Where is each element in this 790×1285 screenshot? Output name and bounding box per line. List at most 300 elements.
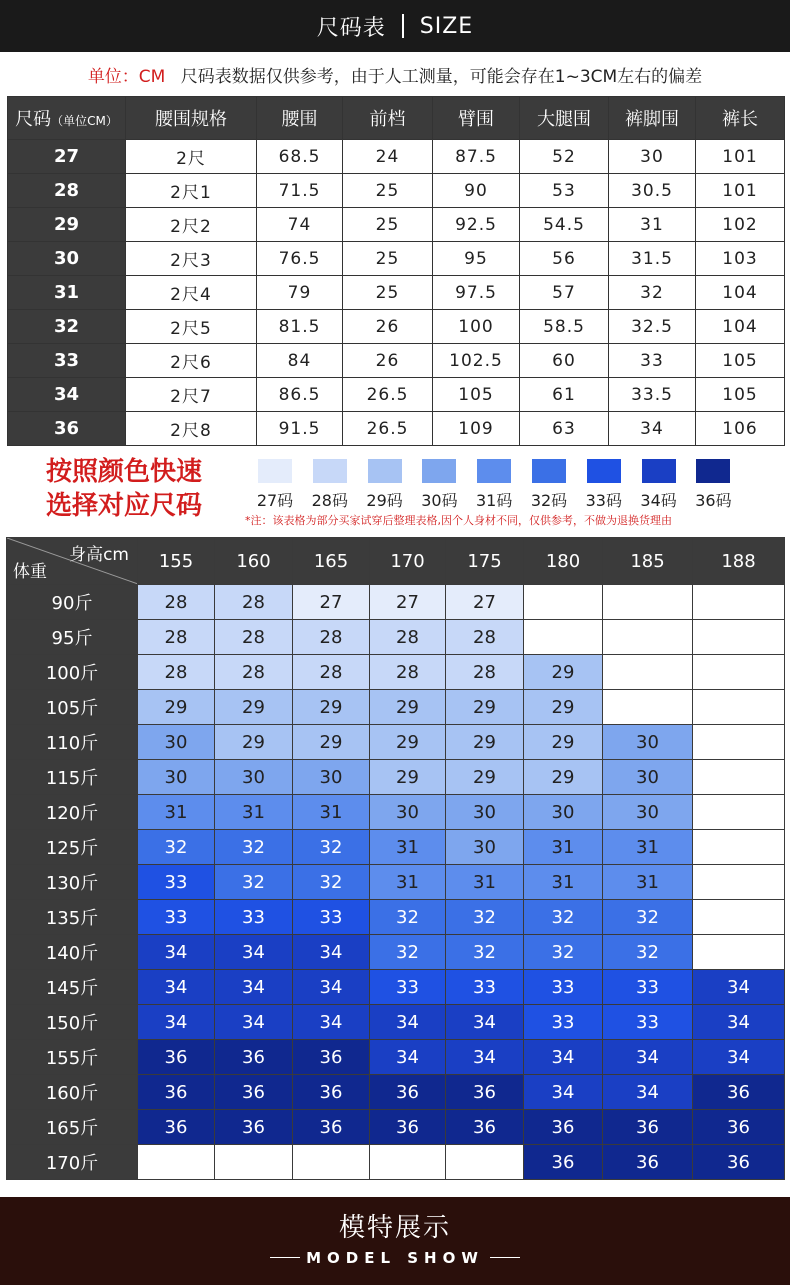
weight-label: 130斤 xyxy=(7,865,138,900)
size-recommendation-cell: 29 xyxy=(138,690,215,725)
size-cell: 105 xyxy=(696,344,785,378)
weight-row xyxy=(7,1075,785,1110)
weight-row xyxy=(7,935,785,970)
height-header: 175 xyxy=(446,538,524,585)
size-recommendation-cell: 36 xyxy=(215,1075,293,1110)
size-cell: 26 xyxy=(343,310,433,344)
empty-cell xyxy=(524,620,603,655)
size-cell: 105 xyxy=(696,378,785,412)
empty-cell xyxy=(693,830,785,865)
empty-cell xyxy=(693,655,785,690)
legend-title-line2: 选择对应尺码 xyxy=(46,491,203,521)
size-recommendation-cell: 28 xyxy=(446,655,524,690)
size-recommendation-cell: 28 xyxy=(293,655,370,690)
legend-swatch-34 xyxy=(642,459,676,483)
size-row-label: 28 xyxy=(8,174,126,208)
size-cell: 102 xyxy=(696,208,785,242)
size-cell: 71.5 xyxy=(257,174,343,208)
size-cell: 30 xyxy=(609,140,696,174)
size-recommendation-cell: 34 xyxy=(693,1040,785,1075)
weight-label: 155斤 xyxy=(7,1040,138,1075)
legend-swatch-31 xyxy=(477,459,511,483)
size-recommendation-cell: 30 xyxy=(603,760,693,795)
size-recommendation-cell: 30 xyxy=(446,795,524,830)
size-cell: 2尺6 xyxy=(126,344,257,378)
size-recommendation-cell: 36 xyxy=(524,1110,603,1145)
size-recommendation-cell: 34 xyxy=(370,1040,446,1075)
size-col-header xyxy=(257,97,343,140)
legend-label-31: 31码 xyxy=(476,491,513,510)
weight-row xyxy=(7,585,785,620)
size-cell: 2尺8 xyxy=(126,412,257,446)
size-cell: 33.5 xyxy=(609,378,696,412)
size-recommendation-cell: 34 xyxy=(215,935,293,970)
legend-label-36: 36码 xyxy=(695,491,732,510)
weight-row xyxy=(7,865,785,900)
weight-label: 160斤 xyxy=(7,1075,138,1110)
size-cell: 68.5 xyxy=(257,140,343,174)
size-col-header xyxy=(8,97,126,140)
size-recommendation-cell: 27 xyxy=(446,585,524,620)
weight-row xyxy=(7,725,785,760)
size-recommendation-cell: 28 xyxy=(215,620,293,655)
empty-cell xyxy=(215,1145,293,1180)
size-row-label: 32 xyxy=(8,310,126,344)
size-recommendation-cell: 36 xyxy=(215,1040,293,1075)
empty-cell xyxy=(693,795,785,830)
measure-disclaimer: 尺码表数据仅供参考，由于人工测量，可能会存在1~3CM左右的偏差 xyxy=(180,67,703,87)
size-recommendation-cell: 33 xyxy=(603,1005,693,1040)
title-separator xyxy=(402,14,404,38)
legend-label-28: 28码 xyxy=(311,491,348,510)
weight-label: 135斤 xyxy=(7,900,138,935)
empty-cell xyxy=(603,620,693,655)
size-recommendation-cell: 34 xyxy=(524,1040,603,1075)
size-cell: 103 xyxy=(696,242,785,276)
size-recommendation-cell: 31 xyxy=(138,795,215,830)
size-col-header-label: 裤长 xyxy=(722,109,758,130)
size-recommendation-cell: 32 xyxy=(603,900,693,935)
height-header: 155 xyxy=(138,538,215,585)
legend-label-32: 32码 xyxy=(530,491,568,510)
size-cell: 26 xyxy=(343,344,433,378)
size-row-label: 33 xyxy=(8,344,126,378)
size-recommendation-cell: 28 xyxy=(138,620,215,655)
size-recommendation-cell: 30 xyxy=(138,760,215,795)
legend-label-27: 27码 xyxy=(256,491,294,510)
size-recommendation-cell: 32 xyxy=(524,900,603,935)
size-cell: 92.5 xyxy=(433,208,520,242)
size-recommendation-cell: 36 xyxy=(370,1075,446,1110)
legend-label-33: 33码 xyxy=(585,491,622,510)
size-recommendation-cell: 32 xyxy=(215,830,293,865)
size-row-label: 29 xyxy=(8,208,126,242)
size-col-header-label: 尺码 xyxy=(15,109,52,130)
title-cn: 尺码表 xyxy=(316,15,386,41)
height-header: 180 xyxy=(524,538,603,585)
legend-swatch-29 xyxy=(368,459,402,483)
size-cell: 76.5 xyxy=(257,242,343,276)
size-recommendation-cell: 33 xyxy=(603,970,693,1005)
size-recommendation-cell: 31 xyxy=(215,795,293,830)
size-recommendation-cell: 33 xyxy=(138,865,215,900)
unit-note xyxy=(0,62,790,92)
size-recommendation-cell: 34 xyxy=(293,1005,370,1040)
size-cell: 74 xyxy=(257,208,343,242)
corner-weight-label: 体重 xyxy=(13,562,47,582)
size-cell: 30.5 xyxy=(609,174,696,208)
size-col-header-label: 大腿围 xyxy=(537,109,591,130)
size-cell: 32.5 xyxy=(609,310,696,344)
size-recommendation-cell: 30 xyxy=(215,760,293,795)
weight-label: 100斤 xyxy=(7,655,138,690)
weight-label: 95斤 xyxy=(7,620,138,655)
empty-cell xyxy=(603,585,693,620)
legend-swatch-30 xyxy=(422,459,456,483)
size-cell: 100 xyxy=(433,310,520,344)
empty-cell xyxy=(603,690,693,725)
size-cell: 61 xyxy=(520,378,609,412)
size-cell: 79 xyxy=(257,276,343,310)
size-col-header xyxy=(696,97,785,140)
empty-cell xyxy=(293,1145,370,1180)
model-show-line-right xyxy=(490,1257,520,1258)
size-recommendation-cell: 30 xyxy=(446,830,524,865)
corner-height-label: 身高cm xyxy=(69,545,129,565)
size-row xyxy=(8,310,785,344)
legend-swatch-36 xyxy=(696,459,730,483)
size-recommendation-cell: 33 xyxy=(215,900,293,935)
size-cell: 58.5 xyxy=(520,310,609,344)
size-recommendation-cell: 32 xyxy=(370,900,446,935)
size-recommendation-cell: 36 xyxy=(138,1075,215,1110)
size-recommendation-cell: 32 xyxy=(370,935,446,970)
size-cell: 54.5 xyxy=(520,208,609,242)
model-show-banner xyxy=(0,1197,790,1285)
size-recommendation-cell: 28 xyxy=(138,585,215,620)
size-cell: 34 xyxy=(609,412,696,446)
size-recommendation-cell: 36 xyxy=(446,1110,524,1145)
size-recommendation-cell: 36 xyxy=(215,1110,293,1145)
size-recommendation-cell: 29 xyxy=(524,690,603,725)
size-cell: 2尺4 xyxy=(126,276,257,310)
size-cell: 56 xyxy=(520,242,609,276)
size-recommendation-cell: 29 xyxy=(524,655,603,690)
size-col-header xyxy=(433,97,520,140)
size-recommendation-cell: 36 xyxy=(693,1075,785,1110)
size-cell: 101 xyxy=(696,140,785,174)
size-cell: 25 xyxy=(343,276,433,310)
size-recommendation-cell: 32 xyxy=(524,935,603,970)
size-row-label: 36 xyxy=(8,412,126,446)
size-cell: 81.5 xyxy=(257,310,343,344)
size-cell: 25 xyxy=(343,208,433,242)
size-cell: 104 xyxy=(696,310,785,344)
size-cell: 101 xyxy=(696,174,785,208)
empty-cell xyxy=(603,655,693,690)
weight-label: 110斤 xyxy=(7,725,138,760)
size-recommendation-cell: 29 xyxy=(446,725,524,760)
size-cell: 60 xyxy=(520,344,609,378)
size-recommendation-cell: 28 xyxy=(215,655,293,690)
size-recommendation-cell: 33 xyxy=(446,970,524,1005)
weight-label: 105斤 xyxy=(7,690,138,725)
size-recommendation-cell: 34 xyxy=(603,1040,693,1075)
size-recommendation-cell: 31 xyxy=(524,865,603,900)
size-recommendation-cell: 29 xyxy=(524,760,603,795)
size-recommendation-cell: 36 xyxy=(603,1110,693,1145)
size-cell: 97.5 xyxy=(433,276,520,310)
weight-label: 165斤 xyxy=(7,1110,138,1145)
size-recommendation-cell: 32 xyxy=(215,865,293,900)
size-cell: 2尺3 xyxy=(126,242,257,276)
size-cell: 109 xyxy=(433,412,520,446)
size-recommendation-cell: 29 xyxy=(370,690,446,725)
size-recommendation-cell: 36 xyxy=(693,1110,785,1145)
size-col-header-unit: （单位CM） xyxy=(51,114,118,128)
size-row xyxy=(8,208,785,242)
size-recommendation-cell: 28 xyxy=(446,620,524,655)
size-cell: 106 xyxy=(696,412,785,446)
size-recommendation-cell: 28 xyxy=(370,620,446,655)
size-recommendation-cell: 36 xyxy=(293,1075,370,1110)
height-header: 188 xyxy=(693,538,785,585)
size-row xyxy=(8,378,785,412)
model-show-title-cn: 模特展示 xyxy=(338,1213,451,1243)
size-recommendation-cell: 30 xyxy=(524,795,603,830)
size-cell: 26.5 xyxy=(343,378,433,412)
size-col-header xyxy=(126,97,257,140)
size-recommendation-cell: 30 xyxy=(603,725,693,760)
size-cell: 33 xyxy=(609,344,696,378)
weight-row xyxy=(7,1040,785,1075)
weight-row xyxy=(7,1145,785,1180)
size-cell: 2尺1 xyxy=(126,174,257,208)
size-recommendation-cell: 32 xyxy=(603,935,693,970)
size-recommendation-cell: 36 xyxy=(524,1145,603,1180)
size-cell: 87.5 xyxy=(433,140,520,174)
empty-cell xyxy=(693,620,785,655)
weight-label: 115斤 xyxy=(7,760,138,795)
size-row xyxy=(8,344,785,378)
size-recommendation-cell: 31 xyxy=(603,865,693,900)
empty-cell xyxy=(524,585,603,620)
empty-cell xyxy=(446,1145,524,1180)
size-row xyxy=(8,412,785,446)
wh-table-body xyxy=(7,585,785,1180)
size-recommendation-cell: 30 xyxy=(603,795,693,830)
size-cell: 53 xyxy=(520,174,609,208)
size-recommendation-cell: 34 xyxy=(370,1005,446,1040)
size-recommendation-cell: 32 xyxy=(293,830,370,865)
weight-height-table xyxy=(6,537,785,1180)
size-row xyxy=(8,242,785,276)
legend-label-29: 29码 xyxy=(366,491,403,510)
size-recommendation-cell: 33 xyxy=(293,900,370,935)
weight-row xyxy=(7,690,785,725)
size-cell: 102.5 xyxy=(433,344,520,378)
title-en: SIZE xyxy=(419,13,474,39)
size-col-header-label: 腰围 xyxy=(281,109,318,130)
size-recommendation-cell: 32 xyxy=(138,830,215,865)
legend-note: *注：该表格为部分买家试穿后整理表格,因个人身材不同，仅供参考，不做为退换货理由 xyxy=(245,514,672,527)
size-table-body xyxy=(8,140,785,446)
size-cell: 2尺5 xyxy=(126,310,257,344)
size-recommendation-cell: 30 xyxy=(138,725,215,760)
size-col-header xyxy=(609,97,696,140)
size-cell: 31.5 xyxy=(609,242,696,276)
size-recommendation-cell: 33 xyxy=(524,970,603,1005)
weight-label: 140斤 xyxy=(7,935,138,970)
empty-cell xyxy=(693,690,785,725)
size-recommendation-cell: 27 xyxy=(293,585,370,620)
size-row-label: 30 xyxy=(8,242,126,276)
empty-cell xyxy=(693,935,785,970)
size-recommendation-cell: 36 xyxy=(138,1040,215,1075)
model-show-title-en: MODEL SHOW xyxy=(306,1249,484,1267)
size-col-header xyxy=(520,97,609,140)
size-recommendation-cell: 31 xyxy=(293,795,370,830)
weight-row xyxy=(7,795,785,830)
size-cell: 2尺 xyxy=(126,140,257,174)
legend-swatch-27 xyxy=(258,459,292,483)
size-recommendation-cell: 31 xyxy=(524,830,603,865)
size-recommendation-cell: 28 xyxy=(293,620,370,655)
weight-label: 150斤 xyxy=(7,1005,138,1040)
size-col-header-label: 腰围规格 xyxy=(155,109,227,130)
size-row-label: 31 xyxy=(8,276,126,310)
size-table-header xyxy=(8,97,785,140)
size-recommendation-cell: 31 xyxy=(446,865,524,900)
weight-row xyxy=(7,970,785,1005)
weight-row xyxy=(7,1110,785,1145)
weight-row xyxy=(7,620,785,655)
size-row xyxy=(8,276,785,310)
size-cell: 104 xyxy=(696,276,785,310)
size-recommendation-cell: 27 xyxy=(370,585,446,620)
empty-cell xyxy=(693,865,785,900)
size-col-header-label: 臂围 xyxy=(458,109,494,130)
size-recommendation-cell: 30 xyxy=(293,760,370,795)
size-cell: 25 xyxy=(343,174,433,208)
empty-cell xyxy=(138,1145,215,1180)
size-recommendation-cell: 34 xyxy=(138,1005,215,1040)
weight-row xyxy=(7,900,785,935)
size-recommendation-cell: 32 xyxy=(446,935,524,970)
size-recommendation-cell: 33 xyxy=(524,1005,603,1040)
size-recommendation-cell: 29 xyxy=(524,725,603,760)
size-recommendation-cell: 34 xyxy=(215,1005,293,1040)
empty-cell xyxy=(370,1145,446,1180)
size-cell: 24 xyxy=(343,140,433,174)
size-cell: 90 xyxy=(433,174,520,208)
size-recommendation-cell: 34 xyxy=(215,970,293,1005)
size-cell: 2尺2 xyxy=(126,208,257,242)
size-recommendation-cell: 34 xyxy=(446,1005,524,1040)
weight-row xyxy=(7,655,785,690)
weight-label: 125斤 xyxy=(7,830,138,865)
empty-cell xyxy=(693,900,785,935)
size-cell: 91.5 xyxy=(257,412,343,446)
empty-cell xyxy=(693,585,785,620)
size-recommendation-cell: 34 xyxy=(293,935,370,970)
weight-row xyxy=(7,1005,785,1040)
unit-label: 单位：CM xyxy=(87,67,166,87)
empty-cell xyxy=(693,725,785,760)
wh-table-header xyxy=(7,538,785,585)
weight-label: 145斤 xyxy=(7,970,138,1005)
size-table xyxy=(7,96,785,446)
size-recommendation-cell: 29 xyxy=(215,690,293,725)
legend-label-30: 30码 xyxy=(421,491,458,510)
size-cell: 105 xyxy=(433,378,520,412)
weight-row xyxy=(7,760,785,795)
legend-swatch-28 xyxy=(313,459,347,483)
size-recommendation-cell: 29 xyxy=(215,725,293,760)
size-recommendation-cell: 34 xyxy=(138,970,215,1005)
legend-swatch-32 xyxy=(532,459,566,483)
legend-title xyxy=(46,455,246,523)
size-row xyxy=(8,140,785,174)
size-cell: 63 xyxy=(520,412,609,446)
height-header: 165 xyxy=(293,538,370,585)
size-recommendation-cell: 33 xyxy=(370,970,446,1005)
size-recommendation-cell: 36 xyxy=(293,1110,370,1145)
weight-label: 120斤 xyxy=(7,795,138,830)
size-recommendation-cell: 36 xyxy=(138,1110,215,1145)
size-cell: 52 xyxy=(520,140,609,174)
size-col-header-label: 前档 xyxy=(369,109,406,130)
size-recommendation-cell: 34 xyxy=(524,1075,603,1110)
size-recommendation-cell: 34 xyxy=(138,935,215,970)
size-cell: 25 xyxy=(343,242,433,276)
size-recommendation-cell: 36 xyxy=(293,1040,370,1075)
size-recommendation-cell: 31 xyxy=(370,830,446,865)
size-recommendation-cell: 28 xyxy=(370,655,446,690)
legend-label-34: 34码 xyxy=(640,491,677,510)
size-cell: 95 xyxy=(433,242,520,276)
size-cell: 26.5 xyxy=(343,412,433,446)
size-recommendation-cell: 34 xyxy=(693,970,785,1005)
size-col-header xyxy=(343,97,433,140)
size-recommendation-cell: 32 xyxy=(293,865,370,900)
size-col-header-label: 裤脚围 xyxy=(625,109,679,130)
height-header: 160 xyxy=(215,538,293,585)
size-recommendation-cell: 36 xyxy=(693,1145,785,1180)
size-recommendation-cell: 32 xyxy=(446,900,524,935)
height-header: 170 xyxy=(370,538,446,585)
size-cell: 57 xyxy=(520,276,609,310)
size-recommendation-cell: 30 xyxy=(370,795,446,830)
size-recommendation-cell: 29 xyxy=(446,690,524,725)
empty-cell xyxy=(693,760,785,795)
size-recommendation-cell: 36 xyxy=(603,1145,693,1180)
size-cell: 31 xyxy=(609,208,696,242)
size-row-label: 27 xyxy=(8,140,126,174)
size-cell: 2尺7 xyxy=(126,378,257,412)
legend-swatch-33 xyxy=(587,459,621,483)
title-bar xyxy=(0,0,790,52)
height-header: 185 xyxy=(603,538,693,585)
size-recommendation-cell: 29 xyxy=(446,760,524,795)
size-recommendation-cell: 29 xyxy=(293,690,370,725)
size-recommendation-cell: 31 xyxy=(603,830,693,865)
size-cell: 86.5 xyxy=(257,378,343,412)
size-recommendation-cell: 28 xyxy=(138,655,215,690)
size-recommendation-cell: 34 xyxy=(293,970,370,1005)
size-recommendation-cell: 33 xyxy=(138,900,215,935)
size-recommendation-cell: 28 xyxy=(215,585,293,620)
